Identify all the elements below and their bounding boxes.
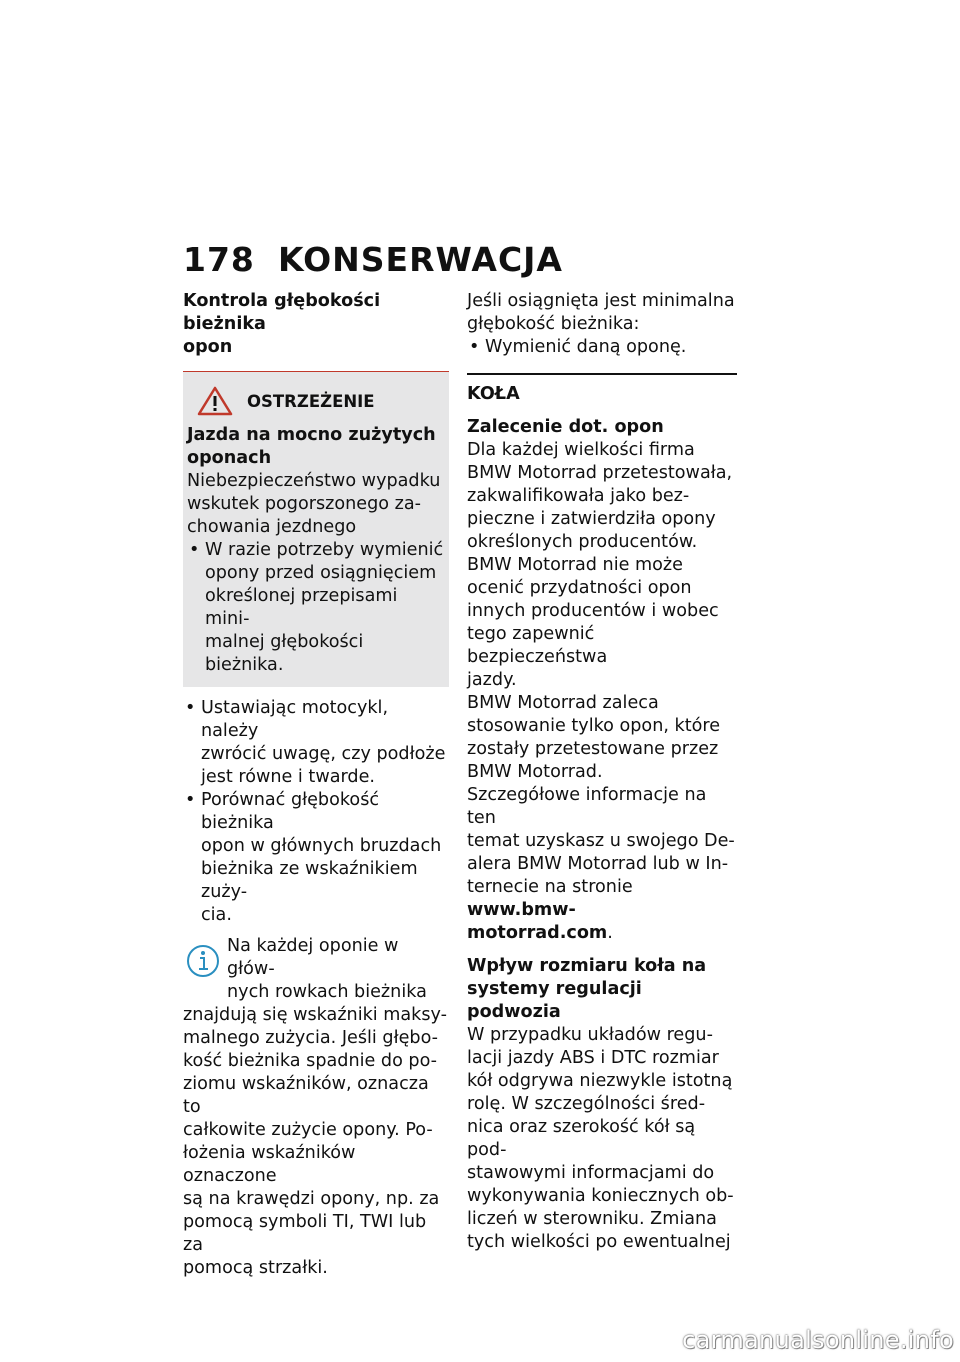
page-header xyxy=(183,240,563,279)
note-line: ziomu wskaźników, oznacza to xyxy=(183,1074,429,1117)
warning-bullet: • W razie potrzeby wymienić opony przed osiągnięciem określonej przepisami mini- malnej głębokości bieżnika. xyxy=(187,539,445,677)
note-line: łożenia wskaźników oznaczone xyxy=(183,1143,356,1186)
warning-box xyxy=(183,371,449,687)
website-link[interactable]: www.bmw- xyxy=(467,900,576,920)
page-number: 178 xyxy=(183,240,255,279)
section-divider xyxy=(467,373,737,375)
paragraph: W przypadku układów regu- lacji jazdy ABS i DTC rozmiar kół odgrywa niezwykle istotną rolę. W szczególności śred- nica oraz szerokość kół są pod- stawowymi informacjami do wykonywania koniecznych ob- liczeń w sterowniku. Zmiana tych wielkości po ewentualnej xyxy=(467,1025,734,1252)
list-item: • Wymienić daną oponę. xyxy=(467,336,737,359)
warning-label: OSTRZEŻENIE xyxy=(247,391,375,411)
warning-description: Niebezpieczeństwo wypadku wskutek pogorszonego za- chowania jezdnego xyxy=(187,471,441,537)
note-line: znajdują się wskaźniki maksy- xyxy=(183,1005,447,1025)
website-link[interactable]: motorrad.com xyxy=(467,923,608,943)
info-icon xyxy=(183,939,223,979)
warning-header xyxy=(187,386,445,416)
section-title: KOŁA xyxy=(467,384,520,404)
paragraph: Jeśli osiągnięta jest minimalna głębokość bieżnika: xyxy=(467,291,735,334)
note-line: malnego zużycia. Jeśli głębo- xyxy=(183,1028,439,1048)
note-line: Na każdej oponie w głów- xyxy=(227,936,399,979)
section-heading: Kontrola głębokości bieżnika opon xyxy=(183,291,381,357)
watermark: carmanualsonline.info xyxy=(682,1326,954,1354)
subsection-heading: Zalecenie dot. opon xyxy=(467,417,664,437)
note-line: nych rowkach bieżnika xyxy=(227,982,427,1002)
note-line: całkowite zużycie opony. Po- xyxy=(183,1120,433,1140)
list-item: • Ustawiając motocykl, należy zwrócić uwagę, czy podłoże jest równe i twarde. xyxy=(183,697,449,789)
right-column xyxy=(467,290,737,1254)
note-line: są na krawędzi opony, np. za xyxy=(183,1189,440,1209)
warning-title: Jazda na mocno zużytych oponach xyxy=(187,425,436,468)
subsection-heading: Wpływ rozmiaru koła na systemy regulacji podwozia xyxy=(467,956,707,1022)
paragraph: Dla każdej wielkości firma BMW Motorrad przetestowała, zakwalifikowała jako bez- pieczne i zatwierdziła opony określonych producentów. BMW Motorrad nie może ocenić przydatności opon innych producentów i wobec tego zapewnić bezpieczeństwa jazdy. BMW Motorrad zaleca stosowanie tylko opon, które zostały przetestowane przez BMW Motorrad. Szczegółowe informacje na ten temat uzyskasz u swojego De- alera BMW Motorrad lub w In- ternecie na stronie www.bmw- motorrad.com. xyxy=(467,440,735,943)
note-line: pomocą strzałki. xyxy=(183,1258,328,1278)
warning-triangle-icon xyxy=(197,386,233,416)
list-item: • Porównać głębokość bieżnika opon w głównych bruzdach bieżnika ze wskaźnikiem zuży- cia. xyxy=(183,789,449,927)
left-column xyxy=(183,290,449,1280)
chapter-title: KONSERWACJA xyxy=(278,240,563,279)
note-line: kość bieżnika spadnie do po- xyxy=(183,1051,438,1071)
info-note xyxy=(183,935,449,1280)
note-line: pomocą symboli TI, TWI lub za xyxy=(183,1212,427,1255)
